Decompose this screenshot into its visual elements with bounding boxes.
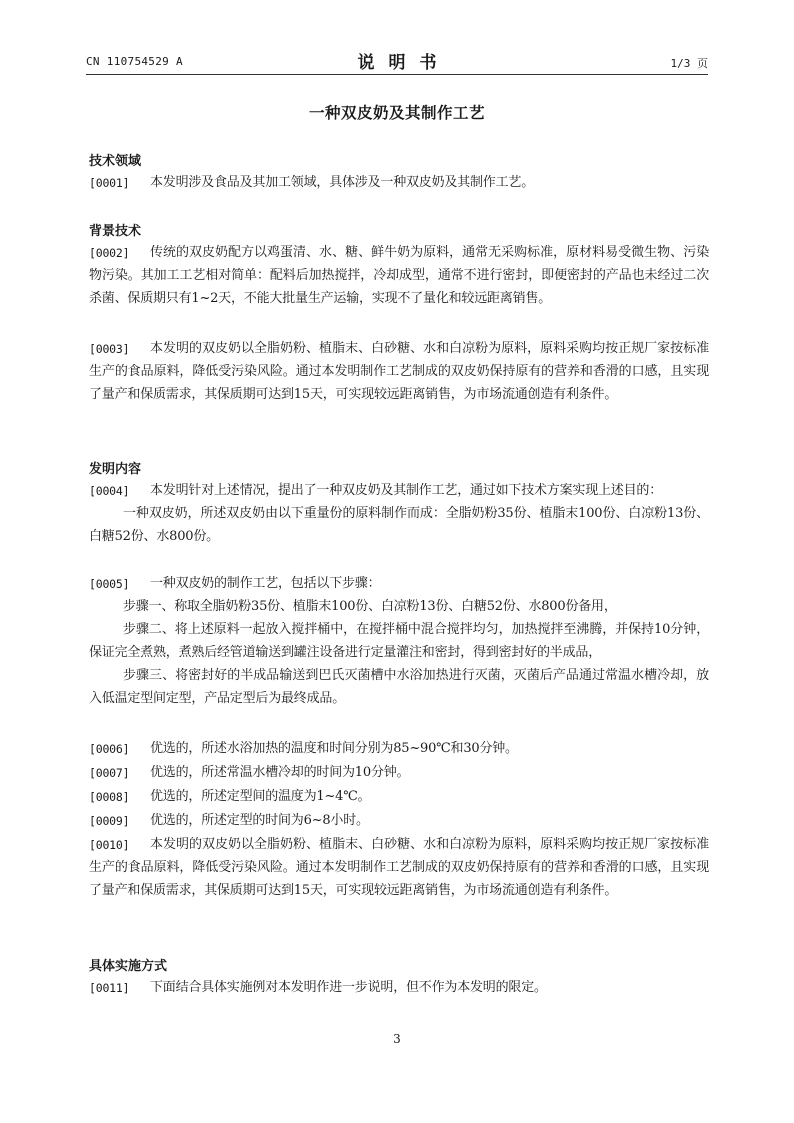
paragraph-text: 一种双皮奶的制作工艺，包括以下步骤： (150, 576, 381, 591)
paragraph-0006 (89, 738, 709, 761)
paragraph-number: [0004] (89, 484, 130, 498)
paragraph-number: [0011] (89, 981, 130, 995)
step-one: 步骤一、称取全脂奶粉35份、植脂末100份、白凉粉13份、白糖52份、水800份备用， (123, 598, 617, 614)
paragraph-number: [0001] (89, 176, 130, 190)
paragraph-text: 优选的，所述定型的时间为6~8小时。 (150, 813, 369, 828)
paragraph-0009 (89, 810, 709, 833)
step-two: 步骤二、将上述原料一起放入搅拌桶中，在搅拌桶中混合搅拌均匀，加热搅拌至沸腾，并保持10分钟，保证完全煮熟，煮熟后经管道输送到罐注设备进行定量灌注和密封，得到密封好的半成品， (89, 621, 709, 660)
paragraph-text: 优选的，所述常温水槽冷却的时间为10分钟。 (150, 765, 410, 780)
page-header (86, 48, 708, 72)
paragraph-number: [0007] (89, 766, 130, 780)
paragraph-text: 本发明涉及食品及其加工领域，具体涉及一种双皮奶及其制作工艺。 (150, 175, 535, 190)
page-number: 3 (393, 1032, 401, 1046)
paragraph-0010 (89, 834, 709, 903)
section-heading-embodiments: 具体实施方式 (89, 959, 168, 974)
paragraph-text: 优选的，所述定型间的温度为1~4℃。 (150, 789, 371, 804)
paragraph-0001 (89, 172, 709, 195)
paragraph-text: 传统的双皮奶配方以鸡蛋清、水、糖、鲜牛奶为原料，通常无采购标准，原材料易受微生物、污染物污染。其加工工艺相对简单：配料后加热搅拌，冷却成型，通常不进行密封，即便密封的产品也未经过二次杀菌、保质期只有1~2天，不能大批量生产运输，实现不了量化和较远距离销售。 (89, 245, 709, 306)
paragraph-text: 优选的，所述水浴加热的温度和时间分别为85~90℃和30分钟。 (150, 741, 518, 756)
header-rule (86, 74, 708, 75)
paragraph-0002 (89, 242, 709, 311)
invention-title: 一种双皮奶及其制作工艺 (308, 104, 485, 122)
paragraph-number: [0009] (89, 814, 130, 828)
paragraph-0005 (89, 573, 709, 710)
step-three: 步骤三、将密封好的半成品输送到巴氏灭菌槽中水浴加热进行灭菌，灭菌后产品通过常温水槽冷却，放入低温定型间定型，产品定型后为最终成品。 (89, 667, 709, 706)
paragraph-0011 (89, 977, 709, 1000)
paragraph-text: 本发明针对上述情况，提出了一种双皮奶及其制作工艺，通过如下技术方案实现上述目的： (150, 483, 663, 498)
paragraph-number: [0005] (89, 577, 130, 591)
section-heading-field: 技术领域 (89, 154, 142, 169)
paragraph-number: [0006] (89, 742, 130, 756)
paragraph-number: [0008] (89, 790, 130, 804)
paragraph-0004 (89, 480, 709, 549)
section-heading-background: 背景技术 (89, 224, 142, 239)
document-type: 说明书 (357, 53, 451, 73)
paragraph-text: 本发明的双皮奶以全脂奶粉、植脂末、白砂糖、水和白凉粉为原料，原料采购均按正规厂家按标准生产的食品原料，降低受污染风险。通过本发明制作工艺制成的双皮奶保持原有的营养和香滑的口感，且实现了量产和保质需求，其保质期可达到15天，可实现较远距离销售，为市场流通创造有利条件。 (89, 837, 709, 898)
paragraph-number: [0010] (89, 838, 130, 852)
paragraph-number: [0003] (89, 342, 130, 356)
paragraph-text: 下面结合具体实施例对本发明作进一步说明，但不作为本发明的限定。 (150, 980, 547, 995)
page-info: 1/3 页 (670, 57, 708, 70)
section-heading-summary: 发明内容 (89, 462, 142, 477)
paragraph-0007 (89, 762, 709, 785)
publication-number: CN 110754529 A (86, 55, 183, 68)
paragraph-continuation: 一种双皮奶，所述双皮奶由以下重量份的原料制作而成：全脂奶粉35份、植脂末100份、白凉粉13份、白糖52份、水800份。 (89, 505, 709, 544)
paragraph-0008 (89, 786, 709, 809)
paragraph-text: 本发明的双皮奶以全脂奶粉、植脂末、白砂糖、水和白凉粉为原料，原料采购均按正规厂家按标准生产的食品原料，降低受污染风险。通过本发明制作工艺制成的双皮奶保持原有的营养和香滑的口感，且实现了量产和保质需求，其保质期可达到15天，可实现较远距离销售，为市场流通创造有利条件。 (89, 341, 709, 402)
paragraph-0003 (89, 338, 709, 407)
paragraph-number: [0002] (89, 246, 130, 260)
